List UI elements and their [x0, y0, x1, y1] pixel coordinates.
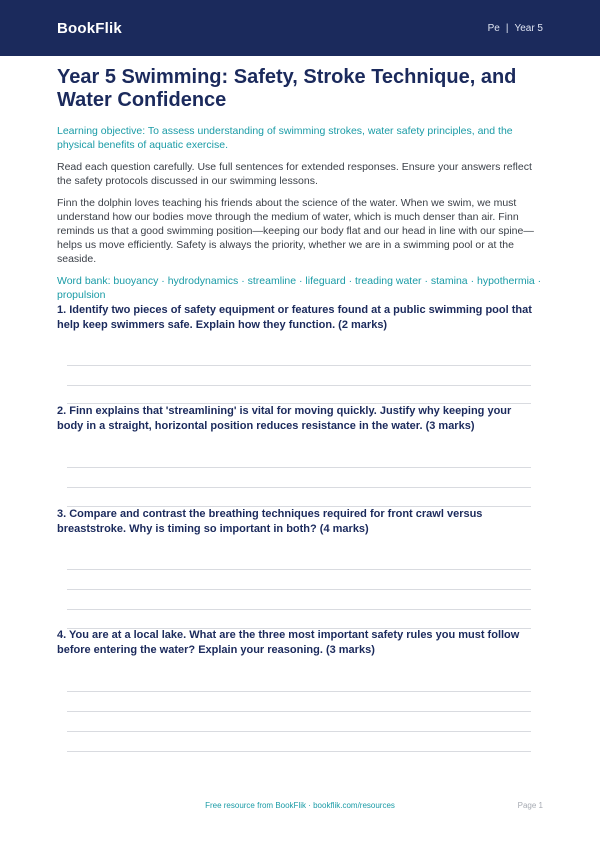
answer-line[interactable] — [67, 711, 531, 712]
brand-logo: BookFlik — [57, 19, 122, 37]
header-meta — [488, 23, 543, 34]
word-bank: Word bank: buoyancy · hydrodynamics · streamline · lifeguard · treading water · stamina · hypothermia · propulsion — [57, 275, 542, 301]
answer-line[interactable] — [67, 731, 531, 732]
answer-line[interactable] — [67, 751, 531, 752]
answer-line[interactable] — [67, 609, 531, 610]
worksheet-intro — [57, 66, 543, 302]
answer-line[interactable] — [67, 365, 531, 366]
subject-label: Pe — [487, 22, 500, 34]
learning-objective: Learning objective: To assess understanding of swimming strokes, water safety principles, and the physical benefits of aquatic exercise. — [57, 125, 513, 151]
question-text: 3. Compare and contrast the breathing techniques required for front crawl versus breaststroke. Why is timing so important in both? (4 marks) — [57, 508, 483, 535]
question-text: 1. Identify two pieces of safety equipment or features found at a public swimming pool that help keep swimmers safe. Explain how they function. (2 marks) — [57, 304, 532, 331]
answer-line[interactable] — [67, 487, 531, 488]
year-label: Year 5 — [514, 22, 543, 34]
page-title: Year 5 Swimming: Safety, Stroke Technique, and Water Confidence — [57, 66, 517, 111]
instructions-text: Read each question carefully. Use full sentences for extended responses. Ensure your answers reflect the safety protocols discussed in our swimming lessons. — [57, 161, 532, 187]
page-number: Page 1 — [517, 801, 543, 810]
page-header — [0, 0, 600, 56]
answer-line[interactable] — [67, 691, 531, 692]
question-4 — [57, 628, 537, 658]
question-text: 4. You are at a local lake. What are the three most important safety rules you must follow before entering the water? Explain your reasoning. (3 marks) — [57, 629, 520, 656]
answer-line[interactable] — [67, 569, 531, 570]
question-3 — [57, 507, 537, 537]
footer-resource-link[interactable]: Free resource from BookFlik · bookflik.com/resources — [205, 801, 395, 810]
answer-line[interactable] — [67, 467, 531, 468]
answer-line[interactable] — [67, 385, 531, 386]
question-1 — [57, 303, 537, 333]
answer-line[interactable] — [67, 589, 531, 590]
story-text: Finn the dolphin loves teaching his friends about the science of the water. When we swim, we must understand how our bodies move through the medium of water, which is much denser than air. Finn reminds us that a good swimming position—keeping our body flat and our head in line with our spine—helps us move efficiently. Safety is always the priority, whether we are in a swimming pool or at the seaside. — [57, 197, 534, 265]
question-text: 2. Finn explains that 'streamlining' is vital for moving quickly. Justify why keeping your body in a straight, horizontal position reduces resistance in the water. (3 marks) — [57, 405, 512, 432]
meta-separator: | — [505, 22, 509, 34]
question-2 — [57, 404, 537, 434]
